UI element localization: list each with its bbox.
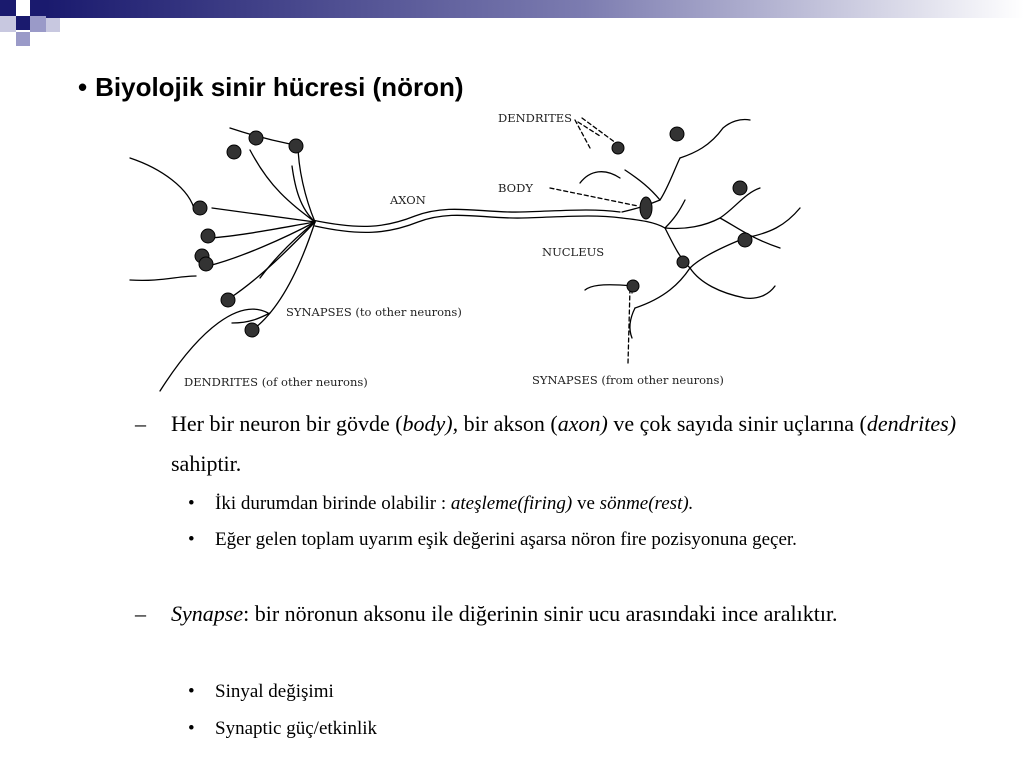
neuron-diagram (120, 108, 820, 398)
bullet-text: Synaptic güç/etkinlik (215, 718, 378, 739)
dash-marker: – (135, 411, 146, 436)
bullet-marker: • (188, 493, 195, 514)
bullet-point-states (188, 487, 968, 521)
label-axon: AXON (390, 193, 426, 207)
bullet-point-signal (188, 675, 968, 709)
title-bullet: • (78, 72, 88, 102)
text-part: : bir nöronun aksonu ile diğerinin sinir ucu arasındaki ince aralıktır. (243, 601, 838, 626)
label-synapses-to: SYNAPSES (to other neurons) (286, 305, 462, 319)
slide-title (78, 72, 464, 106)
text-italic: Synapse (171, 601, 244, 626)
sub-item-text (171, 404, 965, 484)
bullet-text: Eğer gelen toplam uyarım eşik değerini aşarsa nöron fire pozisyonuna geçer. (215, 529, 797, 550)
label-dendrites-other: DENDRITES (of other neurons) (184, 375, 368, 389)
dash-marker: – (135, 601, 146, 626)
sub-item-synapse (135, 594, 965, 634)
bullet-text (215, 487, 968, 521)
text-part: İki durumdan birinde olabilir : (215, 493, 451, 514)
label-synapses-from: SYNAPSES (from other neurons) (532, 373, 724, 387)
bullet-marker: • (188, 529, 195, 550)
label-nucleus: NUCLEUS (542, 245, 605, 259)
label-dendrites: DENDRITES (498, 111, 573, 125)
text-part: ve çok sayıda sinir uçlarına ( (607, 411, 867, 436)
header-decoration (0, 0, 1024, 60)
label-body: BODY (498, 181, 533, 195)
bullet-text: Sinyal değişimi (215, 681, 334, 702)
bullet-marker: • (188, 681, 195, 702)
bullet-point-synaptic-strength (188, 712, 968, 746)
text-italic: body), (402, 411, 459, 436)
text-part: bir akson ( (458, 411, 558, 436)
text-italic: ateşleme(firing) (450, 493, 573, 514)
text-italic: sönme(rest). (599, 493, 694, 514)
sub-item-neuron-parts (135, 404, 965, 484)
sub-item-text (171, 594, 965, 634)
text-part: Her bir neuron bir gövde ( (171, 411, 403, 436)
text-part: sahiptir. (171, 451, 242, 476)
text-italic: dendrites) (866, 411, 957, 436)
bullet-point-threshold (188, 523, 968, 557)
text-part: ve (572, 493, 600, 514)
bullet-marker: • (188, 718, 195, 739)
title-text: Biyolojik sinir hücresi (nöron) (95, 72, 464, 102)
text-italic: axon) (557, 411, 608, 436)
